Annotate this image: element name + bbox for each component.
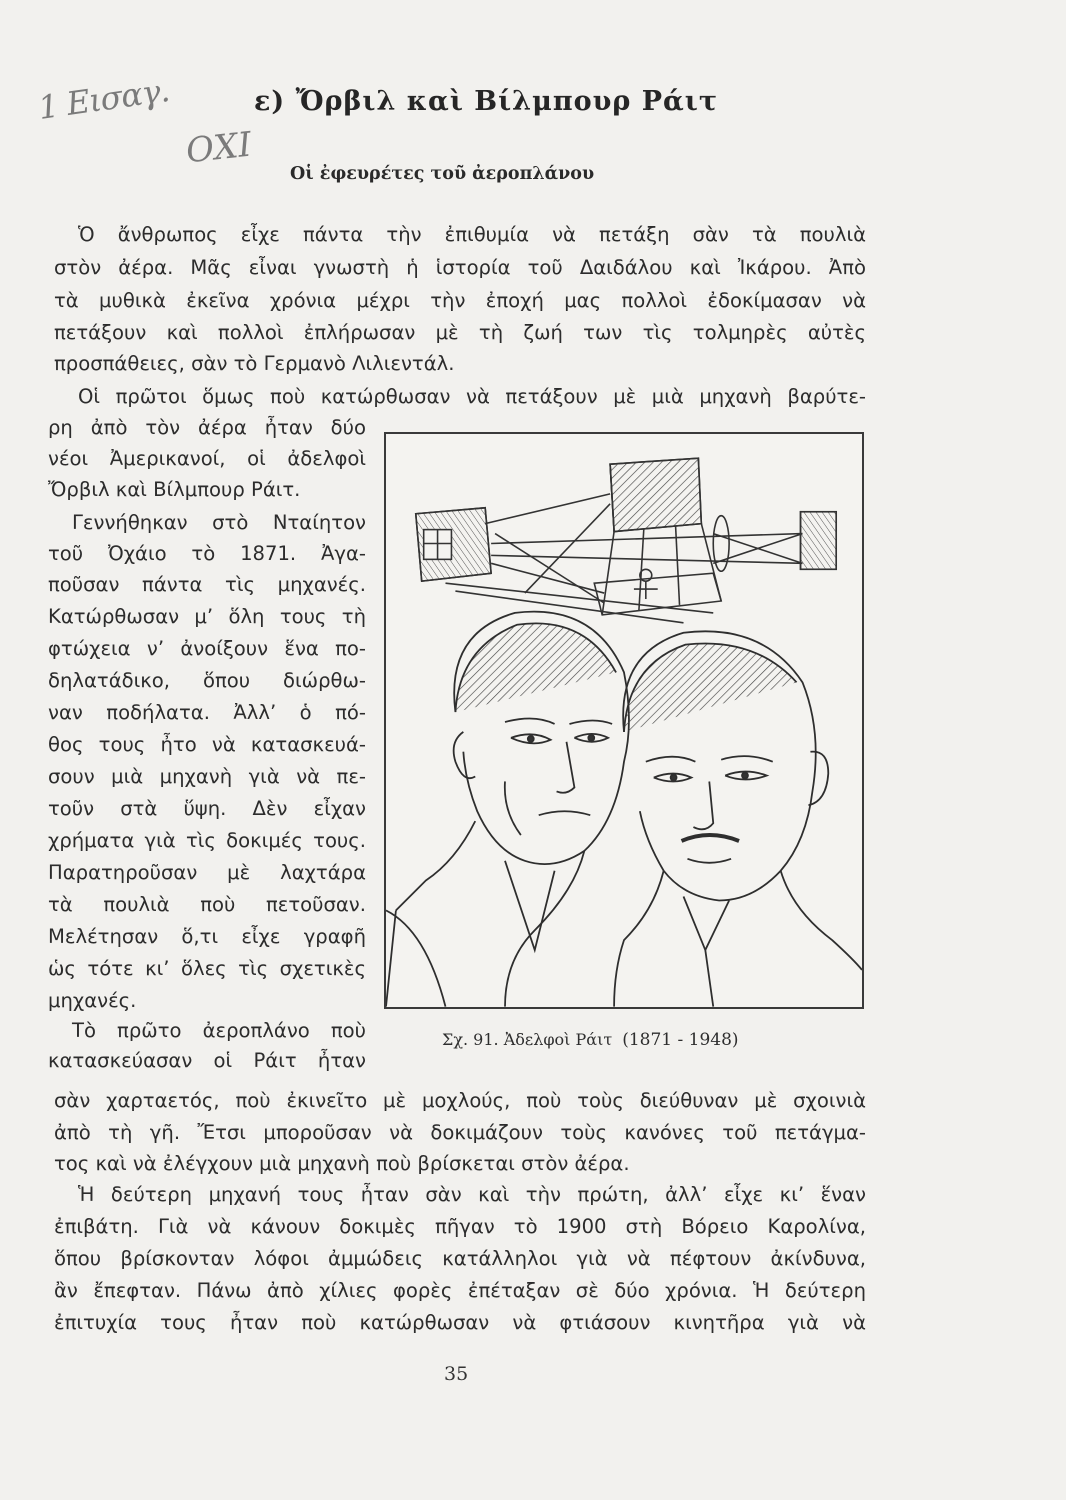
text-line: ὅπου βρίσκονταν λόφοι ἀμμώδεις κατάλληλοι γιὰ νὰ πέφτουν ἀκίνδυνα, (54, 1247, 866, 1270)
text-line: μηχανές. (48, 989, 137, 1012)
text-line: τὰ μυθικὰ ἐκεῖνα χρόνια μέχρι τὴν ἐποχή μας πολλοὶ ἐδοκίμασαν νὰ (54, 289, 866, 312)
biplane-drawing (416, 458, 836, 623)
text-line: ρη ἀπὸ τὸν ἀέρα ἦταν δύο (48, 416, 366, 439)
text-line: πετάξουν καὶ πολλοὶ ἐπλήρωσαν μὲ τὴ ζωή των τὶς τολμηρὲς αὐτὲς (54, 321, 866, 344)
text-line: προσπάθειες, σὰν τὸ Γερμανὸ Λιλιεντάλ. (54, 352, 455, 375)
text-line: ἐπιβάτη. Γιὰ νὰ κάνουν δοκιμὲς πῆγαν τὸ 1900 στὴ Βόρειο Καρολίνα, (54, 1215, 866, 1238)
text-line: Ἡ δεύτερη μηχανή τους ἦταν σὰν καὶ τὴν πρώτη, ἀλλ’ εἶχε κι’ ἕναν (78, 1183, 866, 1206)
text-line: Ὄρβιλ καὶ Βίλμπουρ Ράιτ. (48, 478, 301, 501)
text-line: νέοι Ἀμερικανοί, οἱ ἀδελφοὶ (48, 447, 366, 470)
text-line: τος καὶ νὰ ἐλέγχουν μιὰ μηχανὴ ποὺ βρίσκεται στὸν ἀέρα. (54, 1152, 630, 1175)
text-line: σὰν χαρταετός, ποὺ ἐκινεῖτο μὲ μοχλούς, ποὺ τοὺς διεύθυναν μὲ σχοινιὰ (54, 1089, 866, 1112)
text-line: χρήματα γιὰ τὶς δοκιμές τους. (48, 829, 366, 852)
text-line: σουν μιὰ μηχανὴ γιὰ νὰ πε- (48, 765, 366, 788)
text-line: Οἱ πρῶτοι ὅμως ποὺ κατώρθωσαν νὰ πετάξουν μὲ μιὰ μηχανὴ βαρύτε- (78, 385, 866, 408)
text-line: ἀπὸ τὴ γῆ. Ἔτσι μποροῦσαν νὰ δοκιμάζουν τοὺς κανόνες τοῦ πετάγμα- (54, 1121, 866, 1144)
text-line: ἂν ἔπεφταν. Πάνω ἀπὸ χίλιες φορὲς ἐπέταξαν σὲ δύο χρόνια. Ἡ δεύτερη (54, 1279, 866, 1302)
caption-years: (1871 - 1948) (622, 1030, 739, 1050)
figure-caption (442, 1030, 739, 1050)
chapter-subtitle: Οἱ ἐφευρέτες τοῦ ἀεροπλάνου (290, 164, 595, 184)
text-line: φτώχεια ν’ ἀνοίξουν ἕνα πο- (48, 637, 366, 660)
text-line: Κατώρθωσαν μ’ ὅλη τους τὴ (48, 605, 366, 628)
wilbur-wright-portrait (386, 612, 629, 1007)
wright-brothers-illustration (384, 432, 864, 1009)
text-line: ναν ποδήλατα. Ἀλλ’ ὁ πό- (48, 701, 366, 724)
text-line: τοῦ Ὀχάιο τὸ 1871. Ἀγα- (48, 542, 366, 565)
chapter-title: ε) Ὄρβιλ καὶ Βίλμπουρ Ράιτ (254, 86, 719, 117)
text-line: ἐπιτυχία τους ἦταν ποὺ κατώρθωσαν νὰ φτιάσουν κινητῆρα γιὰ νὰ (54, 1311, 866, 1334)
page-number: 35 (444, 1363, 469, 1385)
text-line: θος τους ἦτο νὰ κατασκευά- (48, 733, 366, 756)
text-line: Ὁ ἄνθρωπος εἶχε πάντα τὴν ἐπιθυμία νὰ πετάξη σὰν τὰ πουλιὰ (78, 223, 866, 246)
text-line: τὰ πουλιὰ ποὺ πετοῦσαν. (48, 893, 366, 916)
text-line: Παρατηροῦσαν μὲ λαχτάρα (48, 861, 366, 884)
text-line: τοῦν στὰ ὕψη. Δὲν εἶχαν (48, 797, 366, 820)
text-line: δηλατάδικο, ὅπου διώρθω- (48, 669, 366, 692)
text-line: Τὸ πρῶτο ἀεροπλάνο ποὺ (72, 1019, 366, 1042)
orville-wright-portrait (614, 631, 862, 1006)
text-line: Γεννήθηκαν στὸ Νταίητον (72, 511, 366, 534)
handwritten-mark: ΟΧΙ (184, 124, 254, 172)
handwritten-note: 1 Εισαγ. (35, 71, 172, 127)
text-line: ποῦσαν πάντα τὶς μηχανές. (48, 573, 366, 596)
illustration-drawing (386, 434, 862, 1007)
text-line: κατασκεύασαν οἱ Ράιτ ἦταν (48, 1049, 366, 1072)
text-line: Μελέτησαν ὅ,τι εἶχε γραφῆ (48, 925, 366, 948)
text-line: στὸν ἀέρα. Μᾶς εἶναι γνωστὴ ἡ ἱστορία τοῦ Δαιδάλου καὶ Ἰκάρου. Ἀπὸ (54, 256, 866, 279)
caption-label: Σχ. 91. Ἀδελφοὶ Ράιτ (442, 1030, 613, 1049)
text-line: ὡς τότε κι’ ὅλες τὶς σχετικὲς (48, 957, 366, 980)
